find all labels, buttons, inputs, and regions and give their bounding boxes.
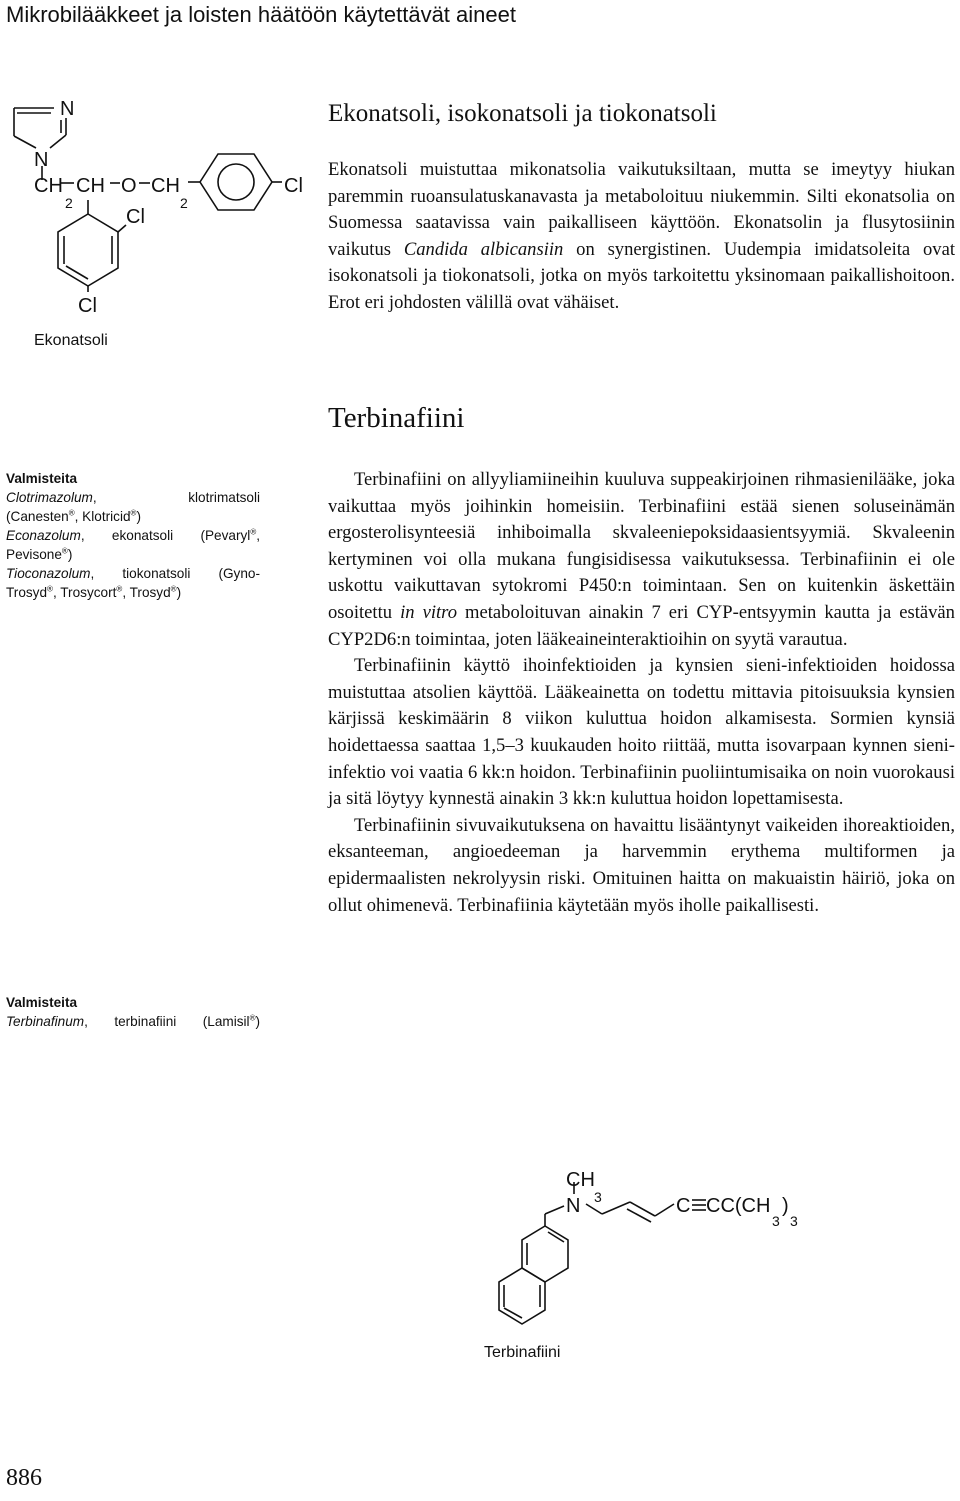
atom-cl-bottom: Cl (78, 295, 97, 317)
sidebar-line: Terbinafinum, terbinafiini (Lamisil®) (6, 1013, 260, 1029)
sidebar-products-2 (6, 993, 260, 1031)
atom-sub-a: 2 (65, 195, 73, 211)
atom-n-ring: N (34, 149, 49, 171)
paragraph: Terbinafiini on allyyliamiineihin kuuluva suppeakirjoinen rihmasienilääke, joka vaikuttaa myös joihinkin homeisiin. Terbinafiini estää sienen soluseinämän ergosterolisynteesiä inhiboimalla skvaleeniepoksidaasientsyymiä. Skvaleenin kertyminen voi olla mukana fungisidisessa vaikutuksessa. Terbinafiinin ei ole uskottu vaikuttavan sytokromi P450:n toimintaan. Sen on kuitenkin äskettäin osoitettu in vitro metaboloituvan ainakin 7 eri CYP-entsyymin kautta ja estävän CYP2D6:n toimintaa, joten lääkeaineinteraktioihin on syytä varautua. (328, 469, 955, 650)
section-heading-ekonatsoli: Ekonatsoli, isokonatsoli ja tiokonatsoli (328, 100, 717, 127)
atom-ch-b: CH (76, 175, 105, 197)
sidebar-line: Tioconazolum, tiokonatsoli (Gyno- (6, 566, 260, 581)
section-body-terbinafiini (328, 467, 955, 919)
terbinafine-structure (440, 1160, 820, 1370)
sidebar-products-1 (6, 469, 260, 602)
atom-ch3: CH (566, 1169, 595, 1191)
page-number: 886 (6, 1465, 42, 1491)
atom-sub3c: 3 (790, 1213, 798, 1229)
section-body-ekonatsoli (328, 157, 955, 317)
econazole-structure (0, 80, 320, 360)
sidebar-line: Econazolum, ekonatsoli (Pevaryl®, (6, 527, 260, 543)
atom-n-top: N (60, 98, 75, 120)
atom-tert-butyl: CC(CH (706, 1195, 771, 1217)
section-heading-terbinafiini: Terbinafiini (328, 402, 465, 434)
atom-sub3: 3 (594, 1189, 602, 1205)
atom-cl-right: Cl (284, 175, 303, 197)
paragraph: Ekonatsoli muistuttaa mikonatsolia vaikutuksiltaan, mutta se imeytyy hiukan paremmin ruoansulatuskanavasta ja metaboloituu niukemmin. Silti ekonatsolia on Suomessa saatavissa vain paikalliseen käyttöön. Ekonatsolin ja flusytosiinin vaikutus Candida albicansiin on synergistinen. Uudempia imidatsoleita ovat isokonatsoli ja tiokonatsoli, jotka on myös tarkoitettu yksinomaan paikallishoitoon. Erot eri johdosten välillä ovat vähäiset. (328, 159, 955, 313)
atom-cl-mid: Cl (126, 206, 145, 228)
sidebar-heading: Valmisteita (6, 995, 78, 1010)
atom-ch2-a: CH (34, 175, 63, 197)
sidebar-heading: Valmisteita (6, 471, 78, 486)
running-header: Mikrobilääkkeet ja loisten häätöön käytettävät aineet (6, 2, 516, 27)
atom-sub3b: 3 (772, 1213, 780, 1229)
atom-close: ) (782, 1195, 789, 1217)
paragraph: Terbinafiinin sivuvaikutuksena on havaittu lisääntynyt vaikeiden ihoreaktioiden, eksanteeman, angioedeeman ja harvemmin erythema multiformen ja epidermaalisten nekrolyysin riski. Omituinen haitta on makuaistin häiriö, joka on ollut ohimenevä. Terbinafiinia käytetään myös iholle paikallisesti. (328, 814, 955, 916)
sidebar-line: Pevisone®) (6, 546, 73, 562)
atom-ch2-c: CH (151, 175, 180, 197)
paragraph: Terbinafiinin käyttö ihoinfektioiden ja kynsien sieni-infektioiden hoidossa muistuttaa atsolien käyttöä. Lääkeainetta on todettu mittavia pitoisuuksia kynsien kärjissä keskimäärin 8 viikon kuluttua hoidon alkamisesta. Sormien kynsiä hoidettaessa saattaa 1,5–3 kuukauden hoito riittää, mutta isovarpaan kynnen sieni-infektio voi vaatia 6 kk:n hoidon. Terbinafiinin puoliintumisaika on noin vuorokausi ja sitä löytyy kynnestä ainakin 3 kk:n kuluttua hoidon lopettamisesta. (328, 655, 955, 810)
sidebar-line: Trosyd®, Trosycort®, Trosyd®) (6, 584, 182, 600)
structure-caption-econazole: Ekonatsoli (34, 332, 108, 349)
sidebar-line: Clotrimazolum, klotrimatsoli (6, 490, 260, 505)
atom-n: N (566, 1195, 581, 1217)
atom-o: O (121, 175, 137, 197)
sidebar-line: (Canesten®, Klotricid®) (6, 508, 141, 524)
atom-c: C (676, 1195, 691, 1217)
atom-sub-c: 2 (180, 195, 188, 211)
structure-caption-terbinafine: Terbinafiini (484, 1344, 561, 1361)
